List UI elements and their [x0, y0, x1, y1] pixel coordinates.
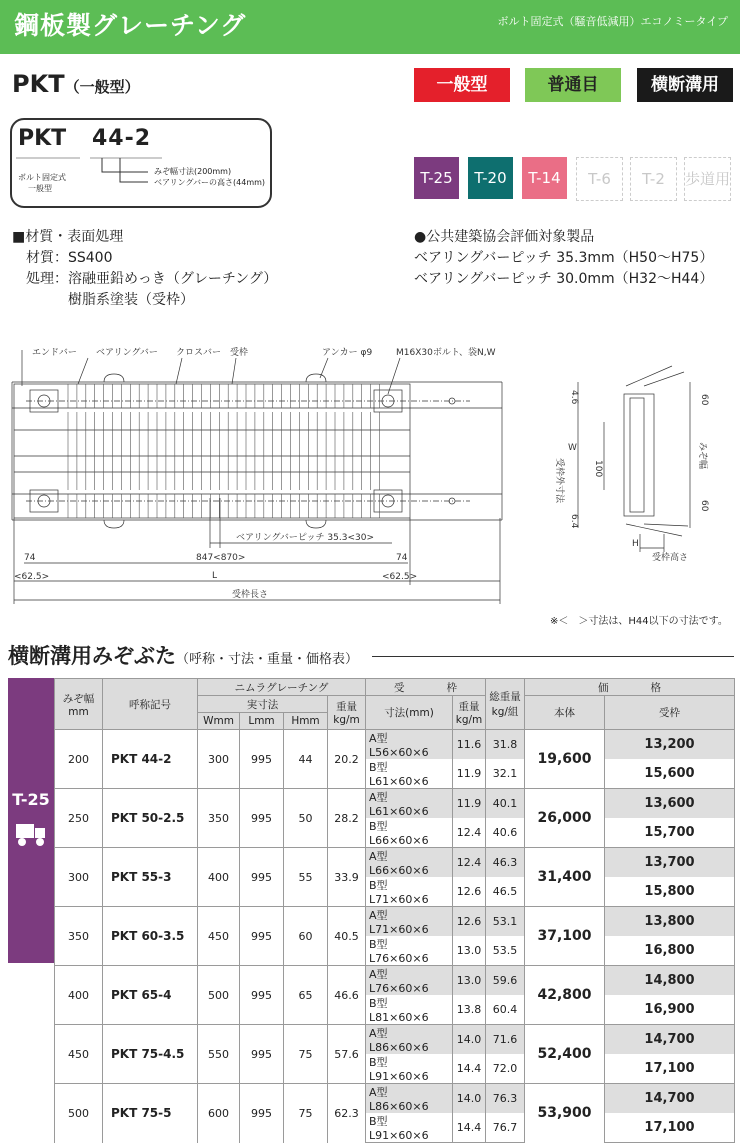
cell-aw: 14.0 [453, 1025, 486, 1055]
cell-at: 76.3 [486, 1084, 525, 1114]
cell-price: 42,800 [525, 966, 605, 1025]
cell-code: PKT 65-4 [103, 966, 198, 1025]
dim-74-left: 74 [24, 553, 36, 563]
product-title [12, 70, 140, 98]
cell-bt: 46.5 [486, 877, 525, 907]
product-name: PKT [12, 70, 65, 98]
section-title: 横断溝用みぞぶた（呼称・寸法・重量・価格表） [8, 644, 359, 668]
th-frame-price: 受枠 [605, 696, 735, 730]
cell-a: A型 L86×60×6 [366, 1025, 453, 1055]
cell-bt: 76.7 [486, 1113, 525, 1143]
cell-H: 50 [284, 789, 328, 848]
load-badge: 歩道用 [684, 157, 731, 201]
cell-price: 19,600 [525, 730, 605, 789]
dim-625-right: <62.5> [382, 572, 418, 582]
load-badge: T-2 [630, 157, 677, 201]
cell-price: 26,000 [525, 789, 605, 848]
cell-at: 59.6 [486, 966, 525, 996]
cell-fa: 14,700 [605, 1084, 735, 1114]
cell-H: 44 [284, 730, 328, 789]
cell-L: 995 [240, 1025, 284, 1084]
cell-wt: 46.6 [328, 966, 366, 1025]
th-total: 総重量 kg/組 [486, 679, 525, 730]
spec-material: ■材質・表面処理 材質：SS400 処理：溶融亜鉛めっき（グレーチング） 樹脂系塗装（受枠） [12, 229, 278, 308]
load-badge: T-6 [576, 157, 623, 201]
load-badge: T-20 [468, 157, 513, 199]
cell-aw: 12.4 [453, 848, 486, 878]
label-frame: 受枠 [230, 348, 249, 358]
th-actual: 実寸法 [198, 696, 328, 713]
cell-at: 31.8 [486, 730, 525, 760]
load-badge: T-25 [414, 157, 459, 199]
cell-bt: 60.4 [486, 995, 525, 1025]
cell-bw: 13.0 [453, 936, 486, 966]
sidebar-load-label: T-25 [12, 790, 50, 809]
side-100: 100 [593, 460, 603, 478]
table-row [55, 907, 735, 937]
header-bar [0, 0, 740, 54]
cell-b: B型 L91×60×6 [366, 1054, 453, 1084]
th-body: 本体 [525, 696, 605, 730]
cell-W: 450 [198, 907, 240, 966]
cell-at: 71.6 [486, 1025, 525, 1055]
th-price: 価 格 [525, 679, 735, 696]
cell-W: 600 [198, 1084, 240, 1143]
cell-fb: 17,100 [605, 1054, 735, 1084]
cell-bw: 14.4 [453, 1054, 486, 1084]
cell-at: 46.3 [486, 848, 525, 878]
cell-L: 995 [240, 730, 284, 789]
cell-bt: 32.1 [486, 759, 525, 789]
cell-b: B型 L91×60×6 [366, 1113, 453, 1143]
cell-wt: 62.3 [328, 1084, 366, 1143]
dim-pitch: ベアリングバーピッチ 35.3<30> [236, 533, 374, 543]
cell-bw: 12.4 [453, 818, 486, 848]
th-hmm: Hmm [284, 713, 328, 730]
label-bearing-bar: ベアリングバー [96, 348, 158, 358]
cell-price: 53,900 [525, 1084, 605, 1143]
cell-w: 450 [55, 1025, 103, 1084]
th-frame: 受 枠 [366, 679, 486, 696]
cell-wt: 33.9 [328, 848, 366, 907]
cell-wt: 20.2 [328, 730, 366, 789]
truck-icon [14, 818, 48, 848]
code-legend [10, 118, 272, 208]
cell-a: A型 L56×60×6 [366, 730, 453, 760]
cell-aw: 11.9 [453, 789, 486, 819]
section-rule [372, 656, 734, 657]
cell-a: A型 L61×60×6 [366, 789, 453, 819]
cell-aw: 13.0 [453, 966, 486, 996]
cell-price: 52,400 [525, 1025, 605, 1084]
code-number: 44-2 [92, 126, 152, 151]
cell-bw: 11.9 [453, 759, 486, 789]
cell-price: 37,100 [525, 907, 605, 966]
label-cross-bar: クロスバー [176, 348, 222, 358]
code-left-notes: ボルト固定式 一般型 [18, 173, 66, 193]
cell-b: B型 L66×60×6 [366, 818, 453, 848]
label-end-bar: エンドバー [32, 348, 77, 358]
load-badge: T-14 [522, 157, 567, 199]
cell-L: 995 [240, 907, 284, 966]
grating-drawing [0, 338, 740, 618]
load-sidebar [8, 678, 54, 963]
label-bolt: M16X30ボルト、袋N,W [396, 348, 496, 358]
cell-W: 550 [198, 1025, 240, 1084]
cell-L: 995 [240, 1084, 284, 1143]
cell-a: A型 L66×60×6 [366, 848, 453, 878]
cell-fb: 15,800 [605, 877, 735, 907]
side-H: H [632, 539, 639, 549]
price-table [54, 678, 735, 1143]
cell-code: PKT 44-2 [103, 730, 198, 789]
cell-H: 55 [284, 848, 328, 907]
dim-625-left: <62.5> [14, 572, 50, 582]
th-weight: 重量 kg/m [328, 696, 366, 730]
side-outer: 受枠外寸法 [554, 458, 564, 504]
side-60-bot: 60 [699, 500, 709, 512]
cell-W: 300 [198, 730, 240, 789]
code-right-notes: みぞ幅寸法(200mm) ベアリングバーの高さ(44mm) [154, 167, 266, 187]
th-lmm: Lmm [240, 713, 284, 730]
label-anchor: アンカー φ9 [322, 348, 373, 358]
cell-H: 60 [284, 907, 328, 966]
cell-b: B型 L71×60×6 [366, 877, 453, 907]
cell-w: 500 [55, 1084, 103, 1143]
cell-bt: 72.0 [486, 1054, 525, 1084]
side-46: 4.6 [569, 390, 579, 405]
table-row [55, 848, 735, 878]
dim-L: L [212, 571, 218, 581]
cell-fb: 15,600 [605, 759, 735, 789]
cell-code: PKT 75-4.5 [103, 1025, 198, 1084]
cell-fa: 13,800 [605, 907, 735, 937]
cell-a: A型 L86×60×6 [366, 1084, 453, 1114]
cell-fa: 13,700 [605, 848, 735, 878]
cell-w: 350 [55, 907, 103, 966]
table-row [55, 1084, 735, 1114]
dim-74-right: 74 [396, 553, 408, 563]
cell-bt: 40.6 [486, 818, 525, 848]
tag-type: 一般型 [414, 68, 510, 102]
cell-W: 500 [198, 966, 240, 1025]
th-weight-frame: 重量 kg/m [453, 696, 486, 730]
dim-frame-length: 受枠長さ [232, 590, 269, 600]
cell-a: A型 L76×60×6 [366, 966, 453, 996]
table-row [55, 1025, 735, 1055]
th-wmm: Wmm [198, 713, 240, 730]
cell-at: 40.1 [486, 789, 525, 819]
spec-evaluation: ●公共建築協会評価対象製品 ベアリングバーピッチ 35.3mm（H50〜H75） ベアリングバーピッチ 30.0mm（H32〜H44） [414, 229, 714, 287]
side-height: 受枠高さ [652, 553, 689, 563]
th-code: 呼称記号 [103, 679, 198, 730]
cell-price: 31,400 [525, 848, 605, 907]
tag-use: 横断溝用 [637, 68, 733, 102]
cell-bw: 14.4 [453, 1113, 486, 1143]
th-width: みぞ幅 mm [55, 679, 103, 730]
cell-code: PKT 50-2.5 [103, 789, 198, 848]
th-dims: 寸法(mm) [366, 696, 453, 730]
cell-aw: 14.0 [453, 1084, 486, 1114]
cell-w: 300 [55, 848, 103, 907]
cell-code: PKT 60-3.5 [103, 907, 198, 966]
side-60-top: 60 [699, 394, 709, 406]
cell-w: 250 [55, 789, 103, 848]
cell-fb: 17,100 [605, 1113, 735, 1143]
dimension-note: ※＜ ＞寸法は、H44以下の寸法です。 [550, 616, 728, 627]
cell-bw: 13.8 [453, 995, 486, 1025]
cell-at: 53.1 [486, 907, 525, 937]
product-type: （一般型） [64, 78, 140, 96]
th-nimura: ニムラグレーチング [198, 679, 366, 696]
cell-H: 65 [284, 966, 328, 1025]
side-W: W [568, 443, 577, 453]
cell-H: 75 [284, 1025, 328, 1084]
cell-b: B型 L76×60×6 [366, 936, 453, 966]
cell-aw: 12.6 [453, 907, 486, 937]
cell-fa: 14,700 [605, 1025, 735, 1055]
cell-W: 350 [198, 789, 240, 848]
cell-fa: 13,600 [605, 789, 735, 819]
cell-code: PKT 55-3 [103, 848, 198, 907]
cell-L: 995 [240, 966, 284, 1025]
cell-bt: 53.5 [486, 936, 525, 966]
table-row [55, 730, 735, 760]
cell-fa: 14,800 [605, 966, 735, 996]
table-row [55, 966, 735, 996]
cell-code: PKT 75-5 [103, 1084, 198, 1143]
cell-fb: 16,900 [605, 995, 735, 1025]
cell-bw: 12.6 [453, 877, 486, 907]
cell-L: 995 [240, 789, 284, 848]
side-64: 6.4 [569, 514, 579, 529]
code-prefix: PKT [18, 126, 67, 151]
cell-w: 400 [55, 966, 103, 1025]
cell-fb: 16,800 [605, 936, 735, 966]
cell-H: 75 [284, 1084, 328, 1143]
side-groove: みぞ幅 [697, 442, 707, 470]
cell-wt: 40.5 [328, 907, 366, 966]
cell-b: B型 L81×60×6 [366, 995, 453, 1025]
cell-wt: 57.6 [328, 1025, 366, 1084]
cell-wt: 28.2 [328, 789, 366, 848]
table-row [55, 789, 735, 819]
cell-L: 995 [240, 848, 284, 907]
cell-w: 200 [55, 730, 103, 789]
tag-mesh: 普通目 [525, 68, 621, 102]
page-subtitle: ボルト固定式（騒音低減用）エコノミータイプ [497, 15, 728, 28]
cell-aw: 11.6 [453, 730, 486, 760]
page-title: 鋼板製グレーチング [14, 11, 247, 40]
cell-fb: 15,700 [605, 818, 735, 848]
cell-fa: 13,200 [605, 730, 735, 760]
dim-847: 847<870> [196, 553, 246, 563]
cell-W: 400 [198, 848, 240, 907]
cell-b: B型 L61×60×6 [366, 759, 453, 789]
cell-a: A型 L71×60×6 [366, 907, 453, 937]
